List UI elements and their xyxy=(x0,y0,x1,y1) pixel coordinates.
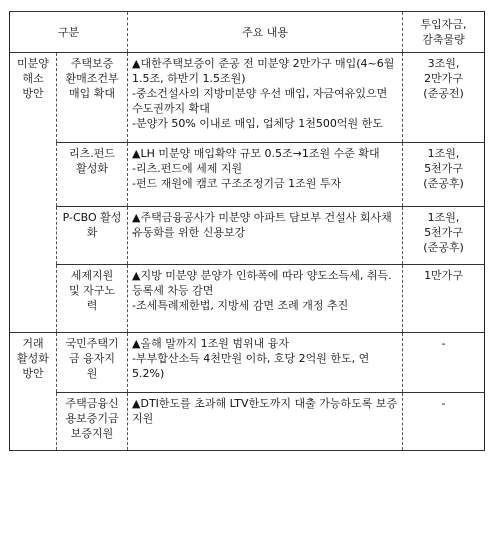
table-row xyxy=(10,333,485,393)
table-header-row xyxy=(10,12,485,53)
table-row xyxy=(10,53,485,143)
funding-cell: 1조원, 5천가구 (준공후) xyxy=(403,143,485,207)
content-cell: ▲주택금융공사가 미분양 아파트 담보부 건설사 회사채 유동화를 위한 신용보강 xyxy=(128,207,403,265)
funding-cell: - xyxy=(403,393,485,451)
table-row xyxy=(10,393,485,451)
table-row xyxy=(10,143,485,207)
subcategory-cell: 세제지원 및 자구노 력 xyxy=(57,265,128,333)
table-row xyxy=(10,265,485,333)
header-funding: 투입자금, 감축물량 xyxy=(403,12,485,53)
subcategory-cell: 리츠.펀드 활성화 xyxy=(57,143,128,207)
policy-table xyxy=(9,11,485,451)
subcategory-cell: 주택보증 환매조건부 매입 확대 xyxy=(57,53,128,143)
header-content: 주요 내용 xyxy=(128,12,403,53)
header-category: 구분 xyxy=(10,12,128,53)
subcategory-cell: 주택금융신 용보증기금 보증지원 xyxy=(57,393,128,451)
funding-cell: 1만가구 xyxy=(403,265,485,333)
content-cell: ▲DTI한도를 초과해 LTV한도까지 대출 가능하도록 보증 지원 xyxy=(128,393,403,451)
category-cell: 거래 활성화 방안 xyxy=(10,333,57,451)
content-cell: ▲올해 말까지 1조원 범위내 융자 -부부합산소득 4천만원 이하, 호당 2억원 한도, 연 5.2%) xyxy=(128,333,403,393)
content-cell: ▲LH 미분양 매입확약 규모 0.5조→1조원 수준 확대 -리츠.펀드에 세제 지원 -펀드 재원에 캠코 구조조정기금 1조원 투자 xyxy=(128,143,403,207)
subcategory-cell: 국민주택기 금 융자지 원 xyxy=(57,333,128,393)
content-cell: ▲대한주택보증이 준공 전 미분양 2만가구 매입(4~6월 1.5조, 하반기 1.5조원) -중소건설사의 지방미분양 우선 매입, 자금여유있으면 수도권까지 확대 -분양가 50% 이내로 매입, 업체당 1천500억원 한도 xyxy=(128,53,403,143)
table-row xyxy=(10,207,485,265)
funding-cell: 3조원, 2만가구 (준공전) xyxy=(403,53,485,143)
funding-cell: 1조원, 5천가구 (준공후) xyxy=(403,207,485,265)
subcategory-cell: P-CBO 활성 화 xyxy=(57,207,128,265)
category-cell: 미분양 해소 방안 xyxy=(10,53,57,333)
funding-cell: - xyxy=(403,333,485,393)
content-cell: ▲지방 미분양 분양가 인하폭에 따라 양도소득세, 취득.등록세 차등 감면 -조세특례제한법, 지방세 감면 조례 개정 추진 xyxy=(128,265,403,333)
